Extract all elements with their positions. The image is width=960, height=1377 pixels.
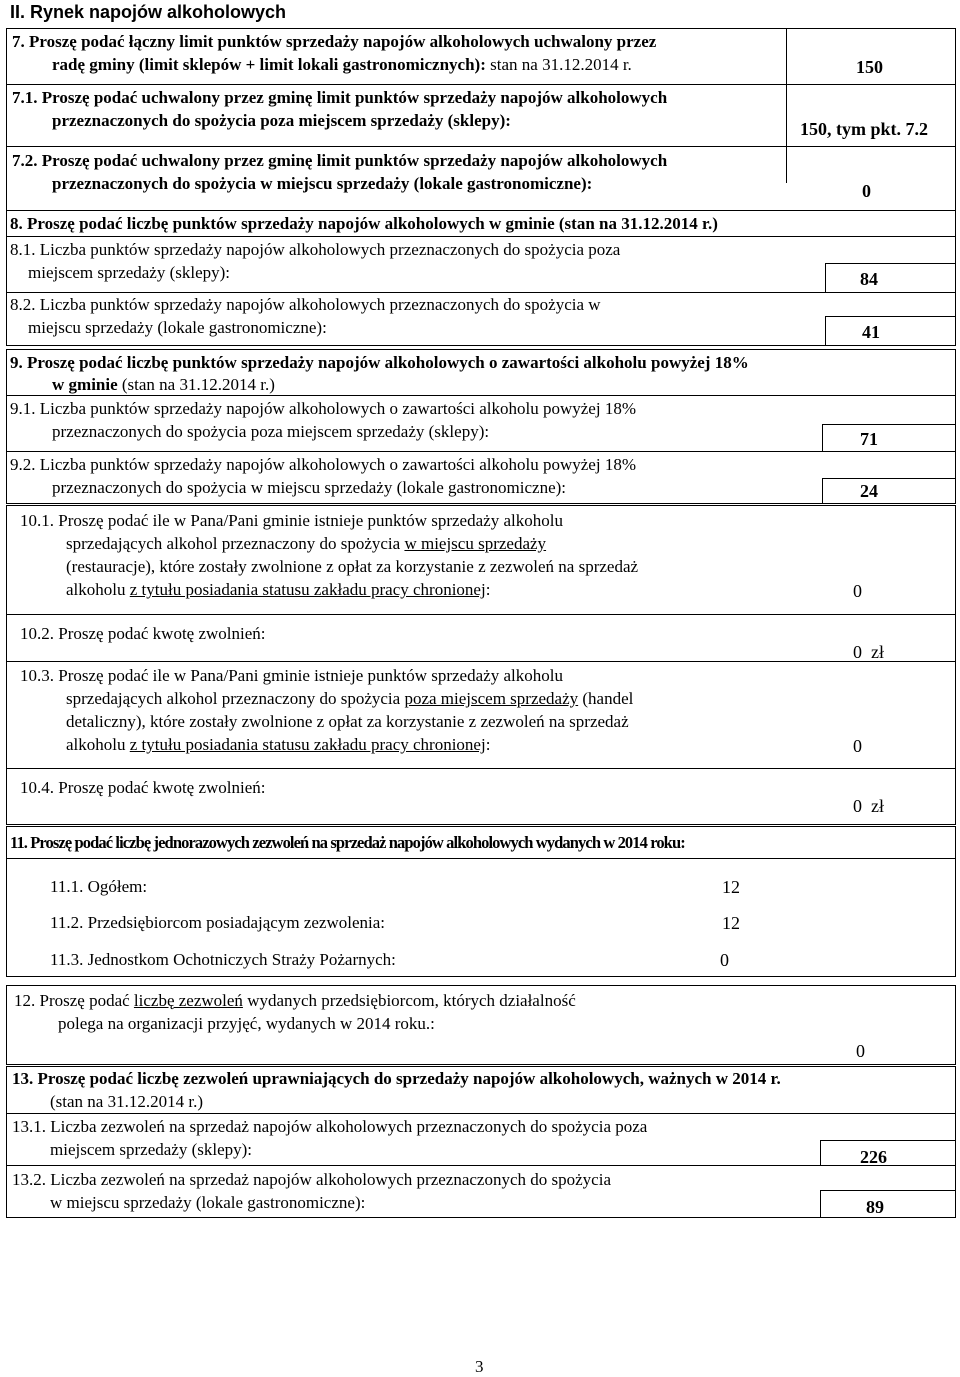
q9-2-value: 24 bbox=[860, 481, 878, 501]
q11-row-2-label: 11.2. Przedsiębiorcom posiadającym zezwolenia: bbox=[50, 913, 386, 932]
q10-3-line3: detaliczny), które zostały zwolnione z opłat za korzystanie z zezwoleń na sprzedaż bbox=[66, 712, 629, 731]
q10-1-line4: alkoholu z tytułu posiadania statusu zakładu pracy chronionej: bbox=[66, 580, 491, 599]
q11-row-2-value: 12 bbox=[722, 913, 740, 933]
q8-1-value: 84 bbox=[860, 269, 878, 289]
q10-1-line2: sprzedających alkohol przeznaczony do spożycia w miejscu sprzedaży bbox=[66, 534, 547, 553]
q9-1-value: 71 bbox=[860, 429, 878, 449]
q10-2-value: 0 zł bbox=[853, 642, 884, 662]
q11-header: 11. Proszę podać liczbę jednorazowych zezwoleń na sprzedaż napojów alkoholowych wydanych w 2014 roku: bbox=[10, 833, 685, 852]
q13-header-line1: 13. Proszę podać liczbę zezwoleń uprawniających do sprzedaży napojów alkoholowych, ważnych w 2014 r. bbox=[12, 1069, 781, 1088]
q13-2-line2: w miejscu sprzedaży (lokale gastronomiczne): bbox=[50, 1193, 366, 1212]
section-heading: II. Rynek napojów alkoholowych bbox=[10, 2, 287, 22]
q10-3-line2: sprzedających alkohol przeznaczony do spożycia poza miejscem sprzedaży (handel bbox=[66, 689, 634, 708]
q7-1-line1: 7.1. Proszę podać uchwalony przez gminę limit punktów sprzedaży napojów alkoholowych bbox=[12, 88, 668, 107]
q9-2-line2: przeznaczonych do spożycia w miejscu sprzedaży (lokale gastronomiczne): bbox=[52, 478, 567, 497]
q13-1-value: 226 bbox=[860, 1147, 887, 1167]
q7-2-value: 0 bbox=[862, 181, 871, 201]
q8-header: 8. Proszę podać liczbę punktów sprzedaży napojów alkoholowych w gminie (stan na 31.12.2014 r.) bbox=[10, 214, 718, 233]
q13-2-line1: 13.2. Liczba zezwoleń na sprzedaż napojów alkoholowych przeznaczonych do spożycia bbox=[12, 1170, 611, 1189]
q9-header-line1: 9. Proszę podać liczbę punktów sprzedaży napojów alkoholowych o zawartości alkoholu powyżej 18% bbox=[10, 353, 749, 372]
page-number: 3 bbox=[475, 1357, 484, 1376]
q7-line1: 7. Proszę podać łączny limit punktów sprzedaży napojów alkoholowych uchwalony przez bbox=[12, 32, 657, 51]
q7-1-value: 150, tym pkt. 7.2 bbox=[800, 119, 929, 139]
q10-2-label: 10.2. Proszę podać kwotę zwolnień: bbox=[20, 624, 266, 643]
q10-4-label: 10.4. Proszę podać kwotę zwolnień: bbox=[20, 778, 266, 797]
q11-row-1-label: 11.1. Ogółem: bbox=[50, 877, 148, 896]
q13-header-line2: (stan na 31.12.2014 r.) bbox=[50, 1092, 203, 1111]
q11-row-1-value: 12 bbox=[722, 877, 740, 897]
q8-1-line1: 8.1. Liczba punktów sprzedaży napojów alkoholowych przeznaczonych do spożycia poza bbox=[10, 240, 621, 259]
q7-line2: radę gminy (limit sklepów + limit lokali gastronomicznych): stan na 31.12.2014 r. bbox=[52, 55, 632, 74]
q11-row-3-value: 0 bbox=[720, 950, 729, 970]
q10-3-value: 0 bbox=[853, 736, 862, 756]
q7-2-line2: przeznaczonych do spożycia w miejscu sprzedaży (lokale gastronomiczne): bbox=[52, 174, 593, 193]
q9-1-line1: 9.1. Liczba punktów sprzedaży napojów alkoholowych o zawartości alkoholu powyżej 18% bbox=[10, 399, 636, 418]
q11-row-3-label: 11.3. Jednostkom Ochotniczych Straży Pożarnych: bbox=[50, 950, 396, 969]
q9-2-line1: 9.2. Liczba punktów sprzedaży napojów alkoholowych o zawartości alkoholu powyżej 18% bbox=[10, 455, 636, 474]
q8-2-value: 41 bbox=[862, 322, 880, 342]
q12-line1: 12. Proszę podać liczbę zezwoleń wydanych przedsiębiorcom, których działalność bbox=[14, 991, 576, 1010]
q9-1-line2: przeznaczonych do spożycia poza miejscem sprzedaży (sklepy): bbox=[52, 422, 490, 441]
q13-1-line1: 13.1. Liczba zezwoleń na sprzedaż napojów alkoholowych przeznaczonych do spożycia poza bbox=[12, 1117, 648, 1136]
q12-line2: polega na organizacji przyjęć, wydanych w 2014 roku.: bbox=[58, 1014, 435, 1033]
q7-value: 150 bbox=[856, 57, 883, 77]
q8-1-line2: miejscem sprzedaży (sklepy): bbox=[28, 263, 231, 282]
q9-header-line2: w gminie (stan na 31.12.2014 r.) bbox=[52, 375, 275, 394]
q10-3-line4: alkoholu z tytułu posiadania statusu zakładu pracy chronionej: bbox=[66, 735, 491, 754]
q8-2-line1: 8.2. Liczba punktów sprzedaży napojów alkoholowych przeznaczonych do spożycia w bbox=[10, 295, 601, 314]
q10-1-line1: 10.1. Proszę podać ile w Pana/Pani gminie istnieje punktów sprzedaży alkoholu bbox=[20, 511, 563, 530]
q10-4-value: 0 zł bbox=[853, 796, 884, 816]
q13-1-line2: miejscem sprzedaży (sklepy): bbox=[50, 1140, 253, 1159]
q10-1-value: 0 bbox=[853, 581, 862, 601]
q10-1-line3: (restauracje), które zostały zwolnione z opłat za korzystanie z zezwoleń na sprzedaż bbox=[66, 557, 639, 576]
q13-2-value: 89 bbox=[866, 1197, 884, 1217]
q8-2-line2: miejscu sprzedaży (lokale gastronomiczne): bbox=[28, 318, 327, 337]
q10-3-line1: 10.3. Proszę podać ile w Pana/Pani gminie istnieje punktów sprzedaży alkoholu bbox=[20, 666, 563, 685]
q7-2-line1: 7.2. Proszę podać uchwalony przez gminę limit punktów sprzedaży napojów alkoholowych bbox=[12, 151, 668, 170]
q12-value: 0 bbox=[856, 1041, 865, 1061]
q7-1-line2: przeznaczonych do spożycia poza miejscem sprzedaży (sklepy): bbox=[52, 111, 511, 130]
